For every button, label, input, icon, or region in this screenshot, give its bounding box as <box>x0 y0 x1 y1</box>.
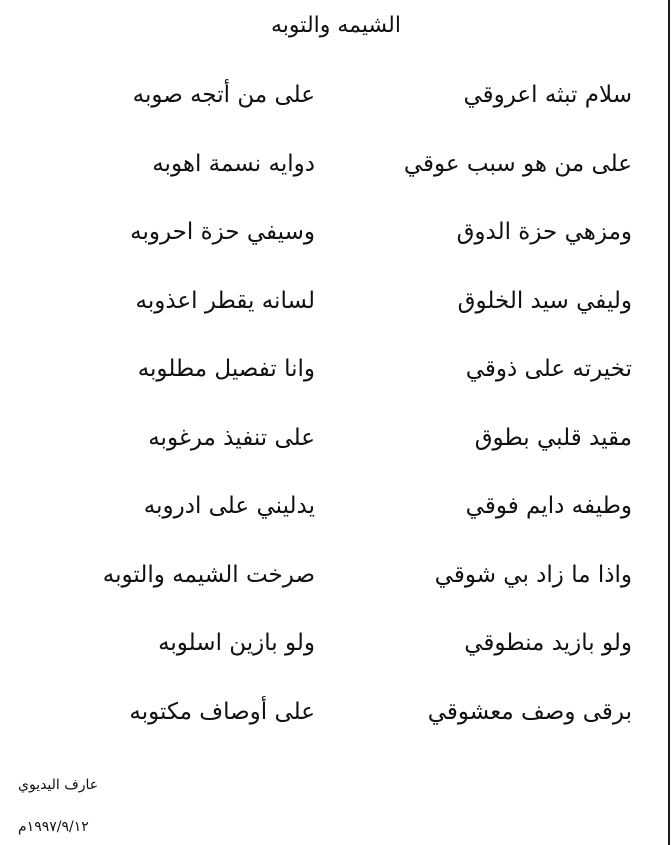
poem-title: الشيمه والتوبه <box>271 13 401 38</box>
verse-first-hemistich: مقيد قلبي بطوق <box>474 424 632 451</box>
verse-second-hemistich: يدليني على ادروبه <box>143 493 315 519</box>
verse-first-hemistich: تخيرته على ذوقي <box>465 356 632 382</box>
verse-line <box>0 132 672 201</box>
verse-second-hemistich: على من أتجه صوبه <box>132 82 315 108</box>
verse-first-hemistich: سلام تبثه اعروقي <box>463 82 632 108</box>
verse-second-hemistich: على تنفيذ مرغوبه <box>148 424 315 451</box>
verse-first-hemistich: ومزهي حزة الدوق <box>456 219 632 245</box>
verse-line <box>0 543 672 612</box>
verse-line <box>0 200 672 269</box>
verse-line <box>0 680 672 749</box>
verse-first-hemistich: واذا ما زاد بي شوقي <box>434 561 632 588</box>
author-name: عارف اليديوي <box>18 777 99 793</box>
poem-date: ١٩٩٧/٩/١٢م <box>18 819 89 835</box>
verse-line <box>0 269 672 338</box>
poem-signature <box>18 770 178 842</box>
verse-first-hemistich: على من هو سبب عوقي <box>403 150 632 177</box>
verse-first-hemistich: برقى وصف معشوقي <box>427 698 632 725</box>
verse-second-hemistich: دوايه نسمة اهوبه <box>152 150 315 177</box>
verse-second-hemistich: وانا تفصيل مطلوبه <box>137 356 315 382</box>
verse-second-hemistich: على أوصاف مكتوبه <box>129 698 315 725</box>
verse-line <box>0 406 672 475</box>
verse-first-hemistich: وليفي سيد الخلوق <box>457 287 632 314</box>
verse-first-hemistich: ولو بازيد منطوقي <box>464 630 632 656</box>
verse-line <box>0 337 672 406</box>
verse-second-hemistich: لسانه يقطر اعذوبه <box>135 287 315 314</box>
poem-body <box>0 63 672 748</box>
verse-second-hemistich: وسيفي حزة احروبه <box>130 219 315 245</box>
verse-line <box>0 63 672 132</box>
verse-second-hemistich: ولو بازين اسلوبه <box>158 630 315 656</box>
verse-second-hemistich: صرخت الشيمه والتوبه <box>102 561 315 588</box>
verse-first-hemistich: وطيفه دايم فوقي <box>465 493 632 519</box>
verse-line <box>0 474 672 543</box>
verse-line <box>0 611 672 680</box>
